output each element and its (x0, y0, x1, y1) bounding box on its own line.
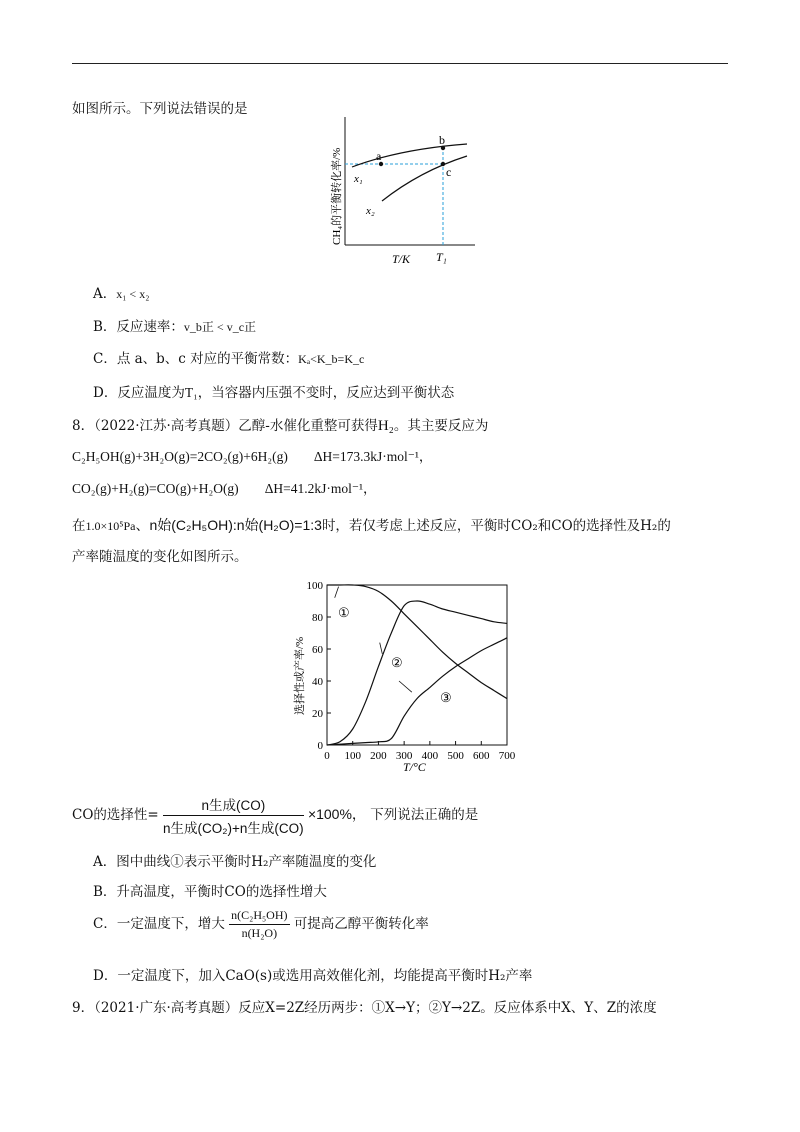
x-tick-label: 200 (370, 750, 387, 762)
q8-condition-line2: 产率随温度的变化如图所示。 (72, 549, 248, 565)
q8-option-b: B．升高温度，平衡时CO的选择性增大 (93, 884, 327, 900)
y-tick-label: 60 (312, 644, 323, 656)
y-tick-label: 20 (312, 708, 323, 720)
q7-label-t1: T₁ (436, 250, 447, 264)
q7-label-c: c (446, 165, 452, 179)
q7-point-c (441, 162, 445, 166)
q9-text: 9．（2021·广东·高考真题）反应X=2Z经历两步：①X→Y；②Y→2Z。反应体系中X、Y、Z的浓度 (72, 1000, 657, 1016)
x-tick-label: 400 (421, 750, 439, 762)
q7-option-a: A．x₁ < x₂ (93, 286, 150, 302)
q8-option-d: D．一定温度下，加入CaO(s)或选用高效催化剂，均能提高平衡时H₂产率 (93, 968, 533, 984)
q7-label-b: b (439, 133, 445, 147)
q8-selectivity-def: CO的选择性= $\frac{\text{n生成(CO)}}{\text{n生成(CO₂)+n生成(CO)}}$ ×100%， 下列说法正确的是 (72, 794, 478, 837)
q8-chart-label-3: ③ (440, 690, 452, 705)
chart-frame (327, 585, 507, 745)
q8-option-c-fraction: $\frac{\text{n(C₂H₅OH)}}{\text{n(H₂O)}}$ (231, 908, 288, 940)
x-tick-label: 700 (498, 750, 515, 762)
q8-header: 8．（2022·江苏·高考真题）乙醇-水催化重整可获得H₂。其主要反应为 (72, 418, 489, 434)
q8-option-a: A．图中曲线①表示平衡时H₂产率随温度的变化 (93, 854, 377, 870)
x-tick-label: 300 (395, 750, 413, 762)
x-tick-label: 600 (473, 750, 490, 762)
label-leader-2 (380, 643, 383, 654)
q7-curve-x1 (352, 144, 467, 167)
q8-equation-2: CO₂(g)+H₂(g)=CO(g)+H₂O(g) ΔH=41.2kJ·mol⁻¹， (72, 481, 377, 496)
series-line-1 (327, 585, 507, 699)
q8-chart-label-1: ① (338, 605, 350, 620)
q8-chart-xlabel: T/°C (403, 760, 426, 774)
q8-condition: 在1.0×10⁵Pa、n始(C₂H₅OH):n始(H₂O)=1:3时，若仅考虑上述反应，平衡时CO₂和CO的选择性及H₂的 (72, 517, 671, 534)
y-tick-label: 40 (312, 676, 323, 688)
x-tick-label: 500 (447, 750, 464, 762)
q7-option-b: B．反应速率：v_b正 < v_c正 (93, 319, 257, 335)
q7-intro: 如图所示。下列说法错误的是 (72, 101, 248, 117)
q7-label-x1: x₁ (354, 173, 363, 185)
x-tick-label: 100 (344, 750, 361, 762)
q8-option-c: C．一定温度下，增大 $\frac{\text{n(C₂H₅OH)}}{\text{n(H₂O)}}$ 可提高乙醇平衡转化率 (93, 908, 429, 940)
series-line-2 (327, 601, 507, 745)
x-tick-label: 0 (324, 750, 330, 762)
label-leader-1 (335, 587, 339, 598)
q7-option-d: D．反应温度为T₁，当容器内压强不变时，反应达到平衡状态 (93, 385, 455, 401)
q7-label-x2: x₂ (366, 205, 375, 217)
q8-equation-1: C₂H₅OH(g)+3H₂O(g)=2CO₂(g)+6H₂(g) ΔH=173.3kJ·mol⁻¹， (72, 449, 433, 464)
y-tick-label: 0 (317, 740, 323, 752)
q8-chart-ylabel: 选择性或产率/% (294, 636, 306, 715)
q8-selectivity-fraction: $\frac{\text{n生成(CO)}}{\text{n生成(CO₂)+n生成(CO)}}$ (163, 794, 304, 837)
series-line-3 (327, 638, 507, 745)
y-tick-label: 80 (312, 612, 323, 624)
q7-ylabel: CH₄的平衡转化率/% (331, 147, 343, 245)
q7-figure (320, 113, 480, 270)
q7-curve-x2 (382, 156, 467, 201)
q7-label-a: a (376, 149, 382, 163)
q8-chart (285, 575, 515, 775)
q7-xlabel: T/K (392, 252, 411, 266)
q8-chart-label-2: ② (391, 655, 403, 670)
label-leader-3 (399, 681, 412, 692)
q7-option-c: C．点 a、b、c 对应的平衡常数：Kₐ<K_b=K_c (93, 351, 365, 367)
header-rule (72, 63, 728, 64)
y-tick-label: 100 (306, 580, 323, 592)
